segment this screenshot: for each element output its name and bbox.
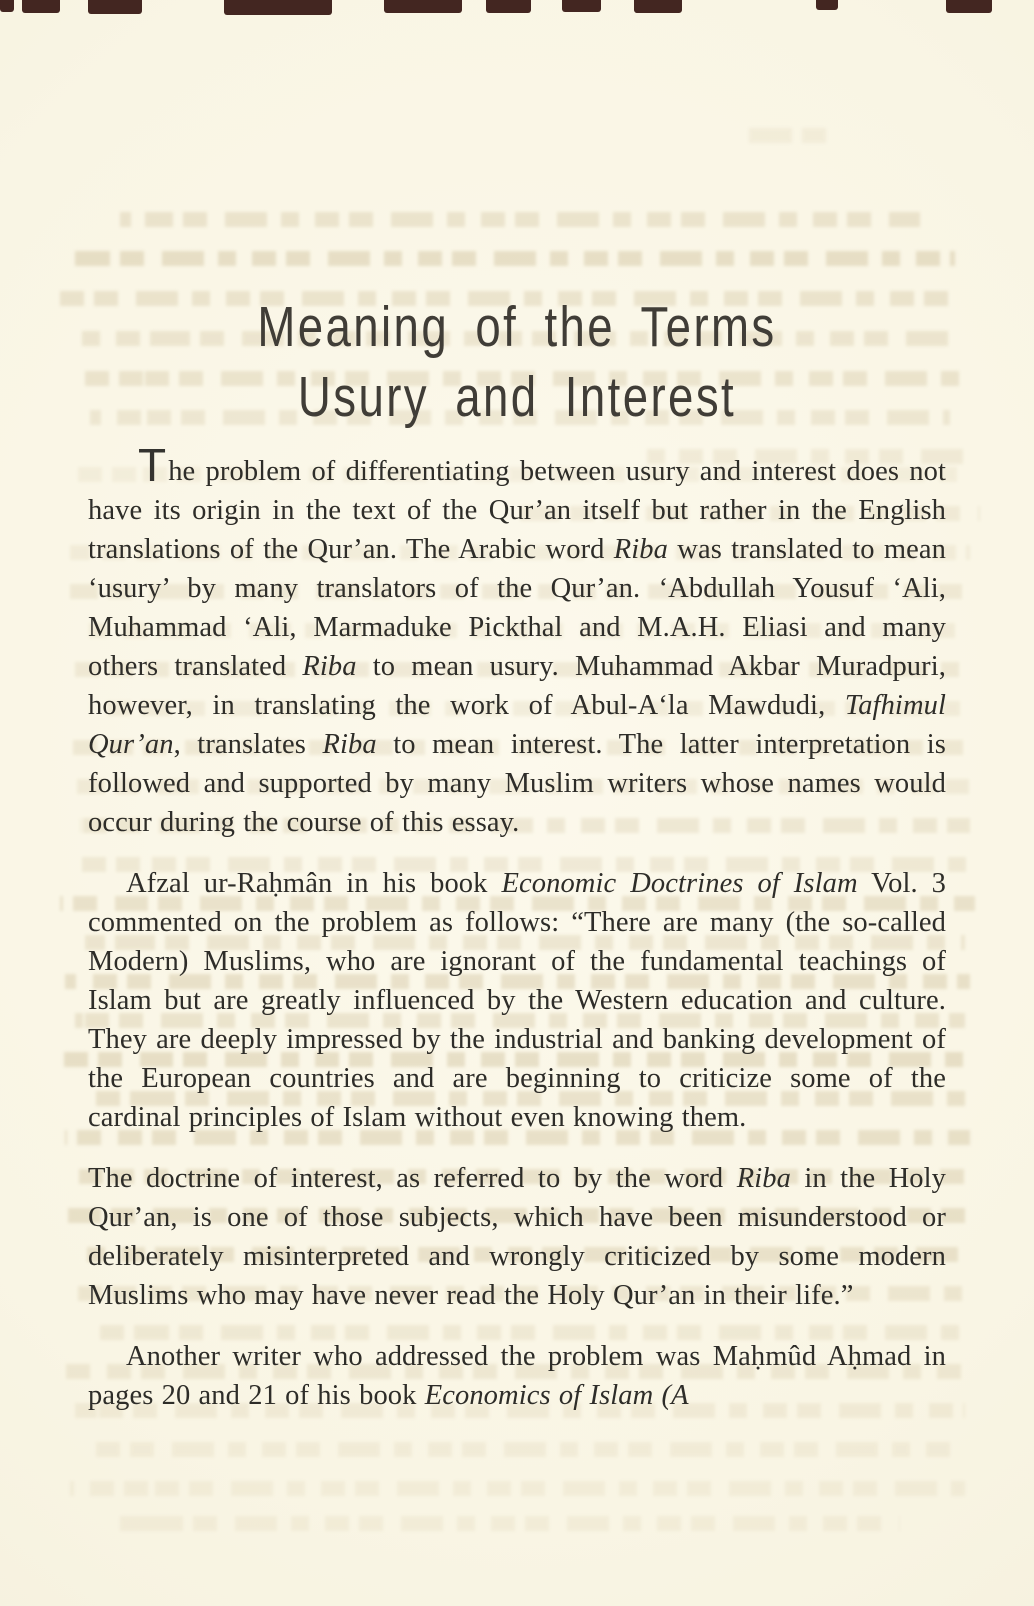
scan-edge-segment bbox=[486, 0, 531, 13]
page-body-text bbox=[88, 439, 947, 1437]
bleed-line bbox=[120, 1516, 900, 1531]
bleed-line bbox=[120, 212, 920, 227]
scan-edge-segment bbox=[88, 0, 142, 14]
dropcap-letter: T bbox=[138, 439, 167, 491]
scan-edge-segment bbox=[634, 0, 682, 13]
scan-edge-segment bbox=[946, 0, 992, 13]
title-line-2: Usury and Interest bbox=[297, 365, 737, 429]
scan-edge-segment bbox=[224, 0, 332, 15]
scan-edge-segment bbox=[384, 0, 462, 13]
paragraph-2: Afzal ur-Raḥmân in his book Economic Doctrines of Islam Vol. 3 commented on the problem as follows: “There are many (the so-called Modern) Muslims, who are ignorant of the fundamental teachings of Islam but are greatly influenced by the Western education and culture. They are deeply impressed by the industrial and banking development of the European countries and are beginning to criticize some of the cardinal principles of Islam without even knowing them. bbox=[88, 868, 947, 1133]
title-line-1: Meaning of the Terms bbox=[257, 295, 777, 359]
scan-edge-segment bbox=[562, 0, 601, 12]
paragraph-1: The problem of differentiating between usury and interest does not have its origin in the text of the Qur’an itself but rather in the English translations of the Qur’an. The Arabic word Riba was translated to mean ‘usury’ by many translators of the Qur’an. ‘Abdullah Yousuf ‘Ali, Muhammad ‘Ali, Marmaduke Pickthal and M.A.H. Eliasi and many others translated Riba to mean usury. Muhammad Akbar Muradpuri, however, in translating the work of Abul-A‘la Mawdudi, Tafhimul Qur’an, translates Riba to mean interest. The latter interpretation is followed and supported by many Muslim writers whose names would occur during the course of this essay. bbox=[88, 439, 946, 838]
scan-edge-segment bbox=[816, 0, 838, 10]
bleed-line bbox=[745, 128, 840, 143]
page-title bbox=[0, 292, 1034, 432]
bleed-line bbox=[70, 1481, 965, 1496]
bleed-line bbox=[75, 251, 955, 266]
bleed-line bbox=[90, 1442, 950, 1457]
paragraph-3: The doctrine of interest, as referred to by the word Riba in the Holy Qur’an, is one of those subjects, which have been misunderstood or deliberately misinterpreted and wrongly criticized by some modern Muslims who may have never read the Holy Qur’an in their life.” bbox=[88, 1163, 947, 1311]
paragraph-4: Another writer who addressed the problem was Maḥmûd Aḥmad in pages 20 and 21 of his book Economics of Islam (A bbox=[88, 1341, 946, 1411]
scan-edge-segment bbox=[22, 0, 60, 13]
scan-edge-segment bbox=[0, 0, 14, 12]
